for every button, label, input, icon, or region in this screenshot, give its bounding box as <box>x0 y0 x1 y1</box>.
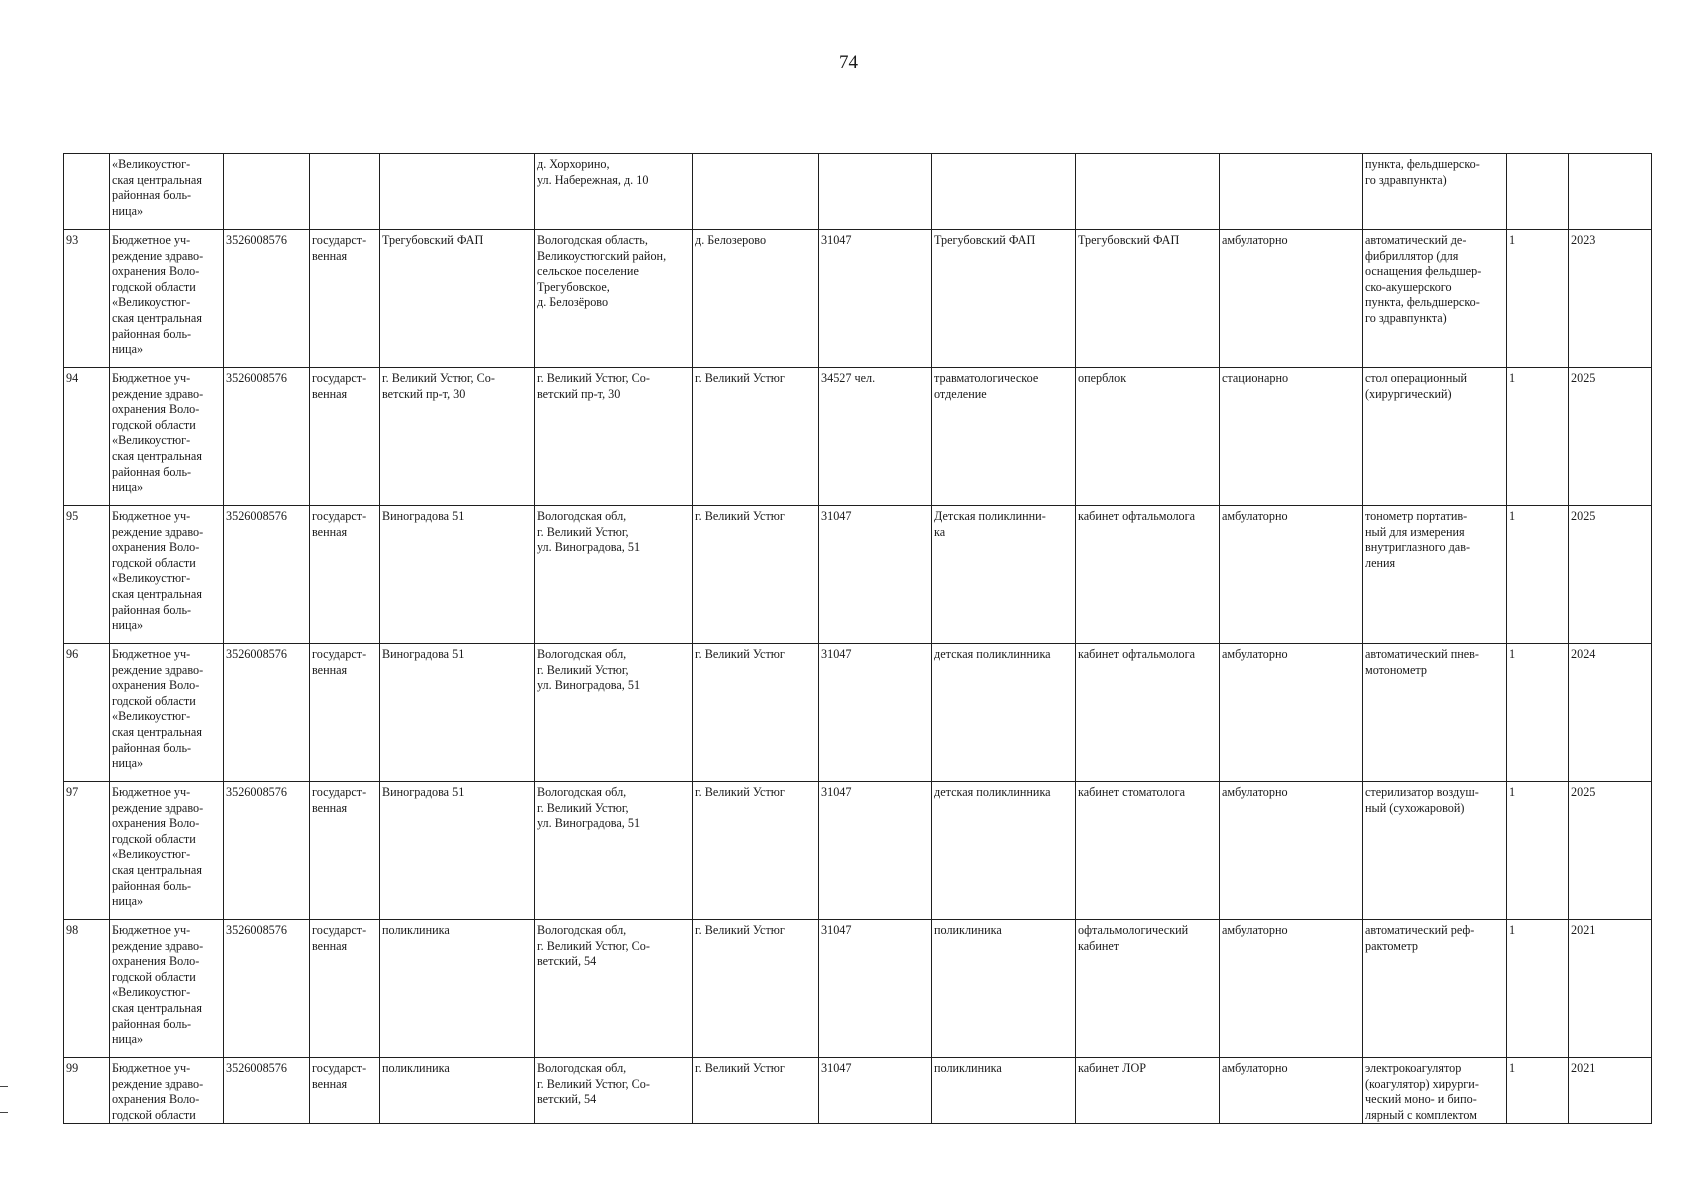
cell-subdivision-name <box>380 154 535 230</box>
cell-institution-name: Бюджетное уч- реждение здраво- охранения Воло- годской области «Великоустюг- ская центральная районная боль- ница» <box>110 782 224 920</box>
cell-department: травматологическое отделение <box>932 368 1076 506</box>
cell-population-served: 31047 <box>819 920 932 1058</box>
cell-subdivision-name: г. Великий Устюг, Со- ветский пр-т, 30 <box>380 368 535 506</box>
cell-population-served: 31047 <box>819 1058 932 1124</box>
cell-quantity: 1 <box>1507 782 1569 920</box>
cell-department: детская поликлинника <box>932 644 1076 782</box>
cell-locality: г. Великий Устюг <box>693 368 819 506</box>
cell-equipment-name: стерилизатор воздуш- ный (сухожаровой) <box>1363 782 1507 920</box>
cell-ownership-form: государст- венная <box>310 368 380 506</box>
cell-subdivision-name: Трегубовский ФАП <box>380 230 535 368</box>
cell-subdivision-name: поликлиника <box>380 1058 535 1124</box>
cell-row-number <box>64 154 110 230</box>
cell-address: г. Великий Устюг, Со- ветский пр-т, 30 <box>535 368 693 506</box>
cell-year: 2023 <box>1569 230 1652 368</box>
page-number: 74 <box>839 52 858 73</box>
cell-institution-name: Бюджетное уч- реждение здраво- охранения Воло- годской области «Великоустюг- ская центральная районная боль- ница» <box>110 368 224 506</box>
cell-ownership-form: государст- венная <box>310 920 380 1058</box>
table-row <box>64 230 1652 368</box>
cell-address: Вологодская область, Великоустюгский район, сельское поселение Трегубовское, д. Белозёрово <box>535 230 693 368</box>
table-row <box>64 782 1652 920</box>
cell-inn: 3526008576 <box>224 644 310 782</box>
cell-year: 2021 <box>1569 920 1652 1058</box>
margin-mark <box>0 1086 8 1087</box>
cell-department: поликлиника <box>932 1058 1076 1124</box>
cell-care-conditions: амбулаторно <box>1220 920 1363 1058</box>
cell-locality: г. Великий Устюг <box>693 506 819 644</box>
cell-quantity: 1 <box>1507 368 1569 506</box>
cell-equipment-name: стол операционный (хирургический) <box>1363 368 1507 506</box>
cell-locality <box>693 154 819 230</box>
cell-row-number: 98 <box>64 920 110 1058</box>
cell-year <box>1569 154 1652 230</box>
cell-locality: г. Великий Устюг <box>693 920 819 1058</box>
cell-locality: г. Великий Устюг <box>693 644 819 782</box>
cell-institution-name: Бюджетное уч- реждение здраво- охранения Воло- годской области «Великоустюг- ская центральная районная боль- ница» <box>110 506 224 644</box>
cell-institution-name: Бюджетное уч- реждение здраво- охранения Воло- годской области «Великоустюг- ская центральная районная боль- ница» <box>110 920 224 1058</box>
cell-equipment-name: автоматический пнев- мотонометр <box>1363 644 1507 782</box>
cell-care-conditions: амбулаторно <box>1220 506 1363 644</box>
cell-care-conditions: амбулаторно <box>1220 782 1363 920</box>
cell-address: Вологодская обл, г. Великий Устюг, ул. Виноградова, 51 <box>535 506 693 644</box>
cell-equipment-name: электрокоагулятор (коагулятор) хирурги- ческий моно- и бипо- лярный с комплектом <box>1363 1058 1507 1124</box>
cell-address: Вологодская обл, г. Великий Устюг, ул. Виноградова, 51 <box>535 644 693 782</box>
cell-inn: 3526008576 <box>224 368 310 506</box>
cell-population-served: 31047 <box>819 644 932 782</box>
cell-locality: г. Великий Устюг <box>693 782 819 920</box>
cell-population-served: 34527 чел. <box>819 368 932 506</box>
equipment-table <box>63 153 1652 1124</box>
cell-institution-name: Бюджетное уч- реждение здраво- охранения Воло- годской области «Великоустюг- ская центральная районная боль- ница» <box>110 230 224 368</box>
cell-care-conditions: амбулаторно <box>1220 230 1363 368</box>
table-body <box>64 154 1652 1124</box>
cell-inn: 3526008576 <box>224 920 310 1058</box>
cell-inn <box>224 154 310 230</box>
cell-department: Трегубовский ФАП <box>932 230 1076 368</box>
table-row <box>64 920 1652 1058</box>
equipment-table-wrapper <box>63 153 1652 1124</box>
table-row <box>64 1058 1652 1124</box>
cell-ownership-form: государст- венная <box>310 506 380 644</box>
cell-ownership-form: государст- венная <box>310 230 380 368</box>
cell-cabinet: кабинет офтальмолога <box>1076 644 1220 782</box>
cell-care-conditions <box>1220 154 1363 230</box>
cell-cabinet: кабинет стоматолога <box>1076 782 1220 920</box>
table-row <box>64 368 1652 506</box>
cell-year: 2025 <box>1569 368 1652 506</box>
cell-inn: 3526008576 <box>224 782 310 920</box>
cell-department: Детская поликлинни- ка <box>932 506 1076 644</box>
cell-institution-name: Бюджетное уч- реждение здраво- охранения Воло- годской области <box>110 1058 224 1124</box>
cell-row-number: 99 <box>64 1058 110 1124</box>
cell-equipment-name: пункта, фельдшерско- го здравпункта) <box>1363 154 1507 230</box>
cell-subdivision-name: Виноградова 51 <box>380 506 535 644</box>
cell-row-number: 96 <box>64 644 110 782</box>
cell-quantity: 1 <box>1507 506 1569 644</box>
cell-department <box>932 154 1076 230</box>
cell-quantity: 1 <box>1507 920 1569 1058</box>
cell-year: 2021 <box>1569 1058 1652 1124</box>
cell-equipment-name: автоматический де- фибриллятор (для оснащения фельдшер- ско-акушерского пункта, фельдшерско- го здравпункта) <box>1363 230 1507 368</box>
cell-year: 2025 <box>1569 506 1652 644</box>
cell-institution-name: «Великоустюг- ская центральная районная боль- ница» <box>110 154 224 230</box>
cell-equipment-name: тонометр портатив- ный для измерения внутриглазного дав- ления <box>1363 506 1507 644</box>
cell-care-conditions: стационарно <box>1220 368 1363 506</box>
cell-locality: д. Белозерово <box>693 230 819 368</box>
cell-cabinet: кабинет офтальмолога <box>1076 506 1220 644</box>
cell-institution-name: Бюджетное уч- реждение здраво- охранения Воло- годской области «Великоустюг- ская центральная районная боль- ница» <box>110 644 224 782</box>
cell-subdivision-name: Виноградова 51 <box>380 644 535 782</box>
cell-cabinet <box>1076 154 1220 230</box>
cell-department: поликлиника <box>932 920 1076 1058</box>
cell-department: детская поликлинника <box>932 782 1076 920</box>
cell-ownership-form <box>310 154 380 230</box>
table-row <box>64 506 1652 644</box>
cell-address: Вологодская обл, г. Великий Устюг, Со- ветский, 54 <box>535 920 693 1058</box>
cell-quantity: 1 <box>1507 1058 1569 1124</box>
cell-population-served: 31047 <box>819 230 932 368</box>
cell-address: Вологодская обл, г. Великий Устюг, ул. Виноградова, 51 <box>535 782 693 920</box>
cell-subdivision-name: поликлиника <box>380 920 535 1058</box>
cell-quantity: 1 <box>1507 230 1569 368</box>
cell-care-conditions: амбулаторно <box>1220 1058 1363 1124</box>
cell-equipment-name: автоматический реф- рактометр <box>1363 920 1507 1058</box>
cell-cabinet: оперблок <box>1076 368 1220 506</box>
cell-row-number: 95 <box>64 506 110 644</box>
cell-ownership-form: государст- венная <box>310 782 380 920</box>
cell-address: д. Хорхорино, ул. Набережная, д. 10 <box>535 154 693 230</box>
cell-address: Вологодская обл, г. Великий Устюг, Со- ветский, 54 <box>535 1058 693 1124</box>
cell-row-number: 94 <box>64 368 110 506</box>
cell-inn: 3526008576 <box>224 506 310 644</box>
cell-quantity <box>1507 154 1569 230</box>
cell-ownership-form: государст- венная <box>310 1058 380 1124</box>
cell-population-served <box>819 154 932 230</box>
margin-mark <box>0 1112 8 1113</box>
cell-row-number: 97 <box>64 782 110 920</box>
cell-ownership-form: государст- венная <box>310 644 380 782</box>
cell-quantity: 1 <box>1507 644 1569 782</box>
table-row <box>64 644 1652 782</box>
cell-population-served: 31047 <box>819 506 932 644</box>
cell-cabinet: кабинет ЛОР <box>1076 1058 1220 1124</box>
cell-locality: г. Великий Устюг <box>693 1058 819 1124</box>
cell-population-served: 31047 <box>819 782 932 920</box>
cell-subdivision-name: Виноградова 51 <box>380 782 535 920</box>
cell-row-number: 93 <box>64 230 110 368</box>
cell-inn: 3526008576 <box>224 230 310 368</box>
cell-care-conditions: амбулаторно <box>1220 644 1363 782</box>
cell-year: 2025 <box>1569 782 1652 920</box>
cell-cabinet: Трегубовский ФАП <box>1076 230 1220 368</box>
cell-inn: 3526008576 <box>224 1058 310 1124</box>
cell-cabinet: офтальмологический кабинет <box>1076 920 1220 1058</box>
table-row <box>64 154 1652 230</box>
cell-year: 2024 <box>1569 644 1652 782</box>
